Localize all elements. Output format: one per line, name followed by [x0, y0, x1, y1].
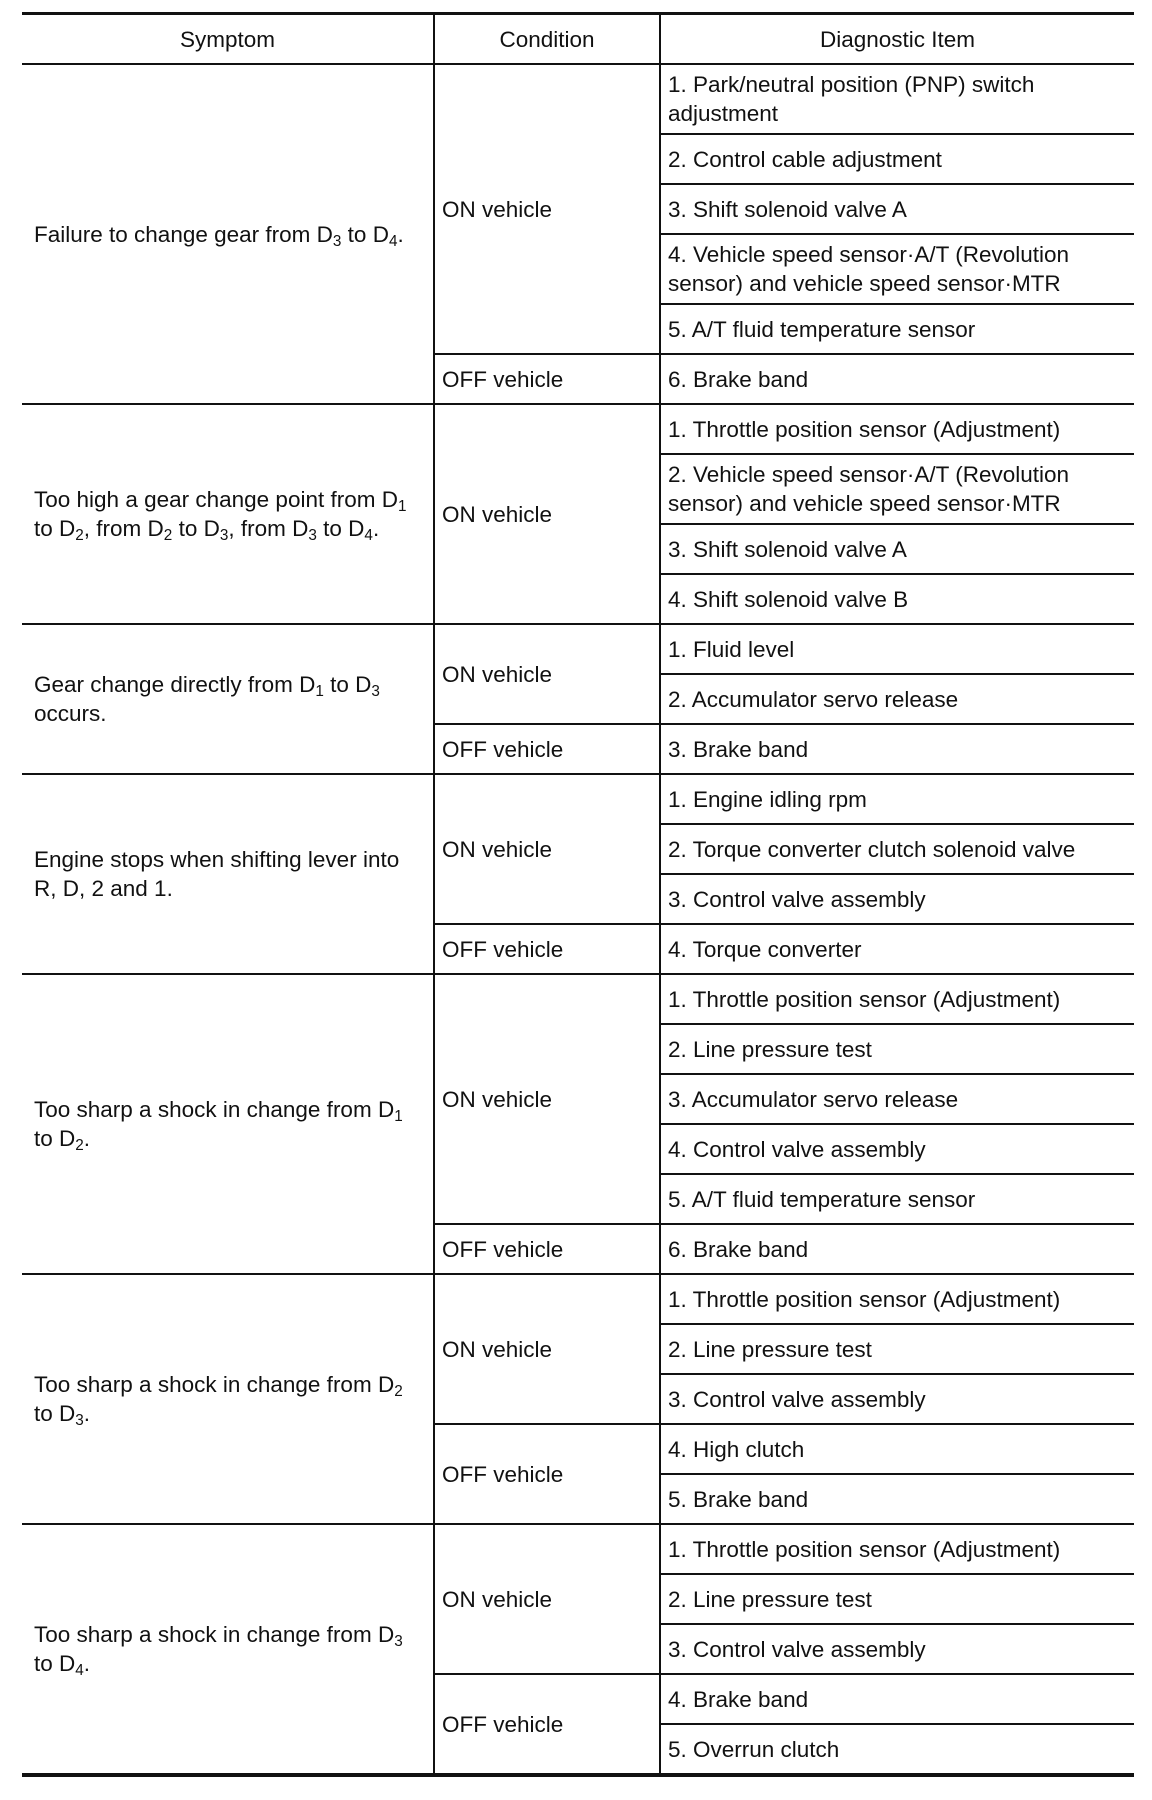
symptom-text: , from D	[228, 516, 309, 541]
symptom-text: .	[372, 516, 380, 541]
diagnostic-item-cell: 4. Torque converter	[660, 924, 1134, 974]
diagnostic-table	[22, 12, 1134, 1777]
diagnostic-item-cell: 2. Torque converter clutch solenoid valve	[660, 824, 1134, 874]
condition-cell: OFF vehicle	[434, 1224, 660, 1274]
symptom-subscript: 4	[364, 526, 373, 544]
symptom-text: Too sharp a shock in change from D	[34, 1622, 395, 1647]
diagnostic-item-cell: 2. Line pressure test	[660, 1324, 1134, 1374]
diagnostic-item-cell: 1. Throttle position sensor (Adjustment)	[660, 1524, 1134, 1574]
diagnostic-item-cell: 4. Brake band	[660, 1674, 1134, 1724]
symptom-text: .	[397, 221, 404, 247]
symptom-cell	[22, 774, 434, 974]
symptom-subscript: 1	[397, 497, 407, 515]
diagnostic-item-cell: 3. Accumulator servo release	[660, 1074, 1134, 1124]
diagnostic-item-cell: 2. Line pressure test	[660, 1024, 1134, 1074]
table-body	[22, 64, 1134, 1775]
diagnostic-item-cell: 6. Brake band	[660, 354, 1134, 404]
symptom-text: to D	[323, 672, 372, 697]
diagnostic-item-cell: 1. Park/neutral position (PNP) switch adjustment	[660, 64, 1134, 134]
symptom-subscript: 1	[315, 682, 324, 700]
diagnostic-item-cell: 6. Brake band	[660, 1224, 1134, 1274]
header-row	[22, 14, 1134, 65]
symptom-text: , from D	[83, 516, 164, 541]
symptom-cell	[22, 1274, 434, 1524]
diagnostic-item-cell: 5. A/T fluid temperature sensor	[660, 304, 1134, 354]
symptom-text: to D	[172, 516, 220, 541]
condition-cell: OFF vehicle	[434, 354, 660, 404]
diagnostic-item-cell: 1. Fluid level	[660, 624, 1134, 674]
symptom-text: Engine stops when shifting lever into R, D, 2 and 1.	[34, 847, 400, 901]
header-condition: Condition	[434, 14, 660, 65]
symptom-text: occurs.	[34, 701, 107, 726]
diagnostic-item-cell: 4. Control valve assembly	[660, 1124, 1134, 1174]
diagnostic-item-cell: 4. Shift solenoid valve B	[660, 574, 1134, 624]
diagnostic-item-cell: 1. Engine idling rpm	[660, 774, 1134, 824]
symptom-cell	[22, 624, 434, 774]
diagnostic-item-cell: 1. Throttle position sensor (Adjustment)	[660, 1274, 1134, 1324]
condition-cell: ON vehicle	[434, 64, 660, 354]
diagnostic-item-cell: 3. Brake band	[660, 724, 1134, 774]
symptom-subscript: 3	[332, 232, 342, 250]
header-symptom: Symptom	[22, 14, 434, 65]
symptom-subscript: 2	[75, 526, 84, 544]
symptom-cell	[22, 404, 434, 624]
condition-cell: OFF vehicle	[434, 1674, 660, 1775]
symptom-text: Too sharp a shock in change from D	[34, 1097, 395, 1122]
diagnostic-item-cell: 3. Control valve assembly	[660, 1624, 1134, 1674]
symptom-text: Gear change directly from D	[34, 672, 316, 697]
symptom-text: .	[83, 1401, 91, 1426]
condition-cell: ON vehicle	[434, 774, 660, 924]
symptom-text: to D	[316, 516, 365, 541]
symptom-subscript: 1	[394, 1107, 403, 1125]
diagnostic-item-cell: 3. Shift solenoid valve A	[660, 524, 1134, 574]
condition-cell: OFF vehicle	[434, 924, 660, 974]
symptom-subscript: 2	[75, 1136, 84, 1154]
symptom-text: to D	[34, 1401, 76, 1426]
symptom-subscript: 2	[163, 526, 173, 544]
table-row	[22, 624, 1134, 674]
diagnostic-item-cell: 2. Vehicle speed sensor·A/T (Revolution sensor) and vehicle speed sensor·MTR	[660, 454, 1134, 524]
diagnostic-item-cell: 3. Control valve assembly	[660, 1374, 1134, 1424]
diagnostic-item-cell: 2. Line pressure test	[660, 1574, 1134, 1624]
table-row	[22, 974, 1134, 1024]
symptom-subscript: 4	[75, 1661, 84, 1679]
symptom-text: to D	[341, 221, 389, 247]
symptom-subscript: 3	[371, 682, 380, 700]
diagnostic-item-cell: 3. Shift solenoid valve A	[660, 184, 1134, 234]
diagnostic-item-cell: 3. Control valve assembly	[660, 874, 1134, 924]
condition-cell: OFF vehicle	[434, 724, 660, 774]
symptom-text: .	[83, 1651, 91, 1676]
symptom-text: Too sharp a shock in change from D	[34, 1372, 395, 1397]
symptom-text: .	[83, 1126, 91, 1151]
condition-cell: ON vehicle	[434, 624, 660, 724]
diagnostic-item-cell: 5. Brake band	[660, 1474, 1134, 1524]
condition-cell: ON vehicle	[434, 1274, 660, 1424]
condition-cell: ON vehicle	[434, 1524, 660, 1674]
diagnostic-item-cell: 2. Control cable adjustment	[660, 134, 1134, 184]
symptom-text: to D	[34, 1126, 76, 1151]
table-row	[22, 64, 1134, 134]
symptom-text: to D	[34, 1651, 76, 1676]
diagnostic-item-cell: 1. Throttle position sensor (Adjustment)	[660, 974, 1134, 1024]
diagnostic-item-cell: 5. A/T fluid temperature sensor	[660, 1174, 1134, 1224]
table-row	[22, 774, 1134, 824]
symptom-subscript: 3	[219, 526, 229, 544]
symptom-cell	[22, 1524, 434, 1775]
condition-cell: ON vehicle	[434, 974, 660, 1224]
table-row	[22, 1274, 1134, 1324]
symptom-text: Failure to change gear from D	[34, 221, 333, 247]
symptom-subscript: 4	[388, 232, 398, 250]
symptom-subscript: 3	[308, 526, 317, 544]
condition-cell: OFF vehicle	[434, 1424, 660, 1524]
diagnostic-item-cell: 5. Overrun clutch	[660, 1724, 1134, 1775]
symptom-text: Too high a gear change point from D	[34, 487, 398, 512]
diagnostic-item-cell: 2. Accumulator servo release	[660, 674, 1134, 724]
condition-cell: ON vehicle	[434, 404, 660, 624]
symptom-subscript: 3	[394, 1632, 403, 1650]
table-row	[22, 404, 1134, 454]
diagnostic-item-cell: 4. Vehicle speed sensor·A/T (Revolution sensor) and vehicle speed sensor·MTR	[660, 234, 1134, 304]
table-row	[22, 1524, 1134, 1574]
symptom-cell	[22, 64, 434, 404]
diagnostic-item-cell: 4. High clutch	[660, 1424, 1134, 1474]
header-diagnostic-item: Diagnostic Item	[660, 14, 1134, 65]
diagnostic-item-cell: 1. Throttle position sensor (Adjustment)	[660, 404, 1134, 454]
symptom-subscript: 3	[75, 1411, 84, 1429]
symptom-subscript: 2	[394, 1382, 403, 1400]
symptom-text: to D	[34, 516, 76, 541]
symptom-cell	[22, 974, 434, 1274]
